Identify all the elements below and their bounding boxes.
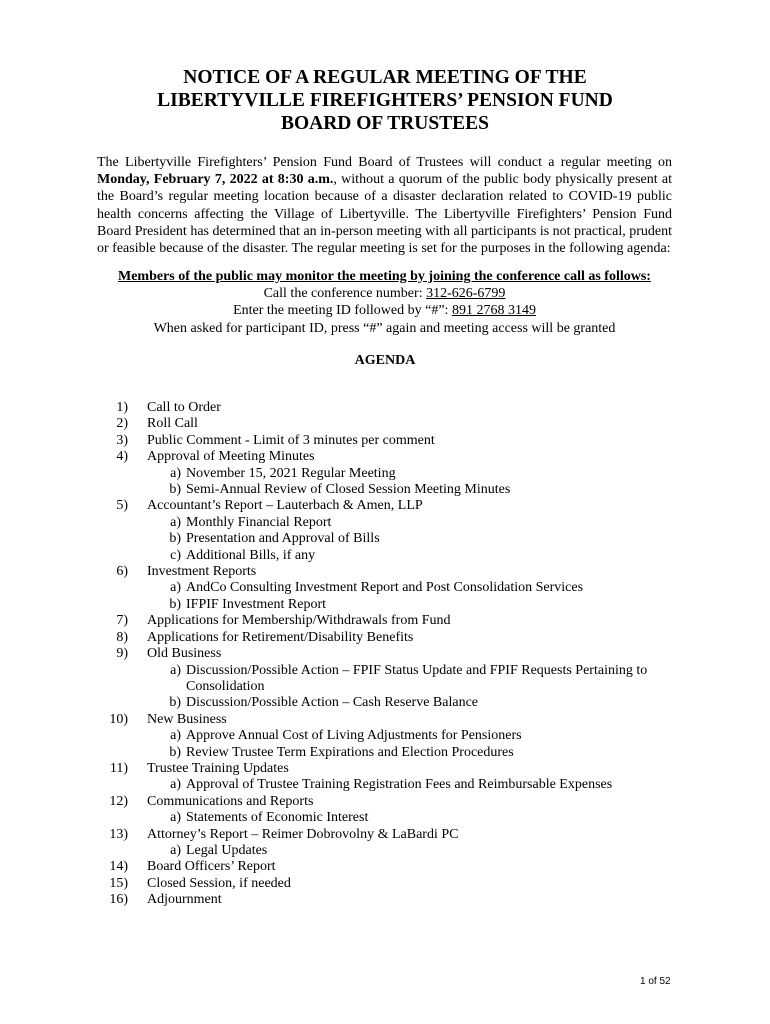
agenda-item: [97, 794, 677, 810]
agenda-subitem-letter: a): [170, 842, 181, 858]
agenda-subitem-text: AndCo Consulting Investment Report and Post Consolidation Services: [186, 580, 584, 596]
agenda-subitem-letter: b): [169, 695, 181, 711]
agenda-item-number: 6): [116, 564, 128, 580]
call-number-link[interactable]: 312-626-6799: [426, 286, 506, 302]
agenda-subitem: [97, 548, 677, 564]
agenda-subitem-text: November 15, 2021 Regular Meeting: [186, 465, 396, 481]
intro-text-1: The Libertyville Firefighters’ Pension Fund Board of Trustees will conduct a regular meeting on: [97, 155, 672, 170]
agenda-subitem: [97, 745, 677, 761]
agenda-subitem-letter: a): [170, 728, 181, 744]
agenda-subitem-letter: a): [170, 810, 181, 826]
agenda-item-text: Communications and Reports: [147, 793, 314, 809]
agenda-subitem-text: Monthly Financial Report: [186, 514, 332, 530]
agenda-item-text: Applications for Retirement/Disability Benefits: [147, 629, 414, 645]
agenda-item-text: Public Comment - Limit of 3 minutes per comment: [147, 432, 435, 448]
meeting-id-label: Enter the meeting ID followed by “#”:: [233, 303, 452, 319]
agenda-item-text: Accountant’s Report – Lauterbach & Amen, LLP: [147, 498, 423, 514]
agenda-subitem-text: Approval of Trustee Training Registration Fees and Reimbursable Expenses: [186, 777, 613, 793]
agenda-subitem-letter: b): [169, 531, 181, 547]
agenda-item-number: 13): [109, 826, 128, 842]
agenda-subitem: [97, 777, 677, 793]
agenda-item: [97, 876, 677, 892]
meeting-id-link[interactable]: 891 2768 3149: [451, 303, 536, 319]
agenda-item: [97, 498, 677, 514]
agenda-subitem: [97, 728, 677, 744]
agenda-item-number: 2): [116, 416, 128, 432]
agenda-item-number: 16): [109, 892, 128, 908]
agenda-subitem: [97, 597, 677, 613]
agenda-item: [97, 892, 677, 908]
notice-title: [0, 66, 770, 135]
agenda-item-text: Investment Reports: [147, 564, 257, 580]
agenda-item-number: 9): [116, 646, 128, 662]
agenda-item: [97, 712, 677, 728]
agenda-subitem-text: Review Trustee Term Expirations and Election Procedures: [186, 744, 514, 760]
conference-call-info: [97, 268, 672, 337]
agenda-item-number: 5): [116, 498, 128, 514]
agenda-item-number: 8): [116, 629, 128, 645]
agenda-item: [97, 859, 677, 875]
agenda-subitem: [97, 810, 677, 826]
agenda-subitem: [97, 695, 677, 711]
agenda-subitem-text: Legal Updates: [186, 842, 268, 858]
intro-text-2: , without a quorum of the public body physically present at the Board’s regular meeting location because of a disaster declaration related to COVID-19 public health concerns affecting the Village of Libertyville. The Libertyville Firefighters’ Pension Fund Board President has determined that an in-person meeting with all participants is not practical, prudent or feasible because of the disaster. The regular meeting is set for the purposes in the following agenda:: [97, 172, 673, 257]
agenda-subitem: [97, 843, 677, 859]
agenda-subitem-text: Additional Bills, if any: [186, 547, 316, 563]
title-line-1: NOTICE OF A REGULAR MEETING OF THE: [183, 67, 587, 88]
agenda-item: [97, 564, 677, 580]
agenda-subitem-text: Presentation and Approval of Bills: [186, 531, 380, 547]
agenda-subitem-letter: b): [169, 744, 181, 760]
meeting-id-line: [97, 302, 672, 319]
title-line-3: BOARD OF TRUSTEES: [280, 113, 490, 134]
agenda-item-text: Board Officers’ Report: [147, 859, 276, 875]
agenda-item-number: 12): [109, 793, 128, 809]
agenda-subitem: [97, 482, 677, 498]
agenda-subitem: [97, 466, 677, 482]
agenda-subitem-letter: a): [170, 465, 181, 481]
meeting-date: Monday, February 7, 2022 at 8:30 a.m.: [97, 172, 334, 188]
agenda-heading: AGENDA: [354, 353, 416, 368]
agenda-subitem-letter: c): [170, 547, 181, 563]
agenda-subitem-letter: b): [169, 482, 181, 498]
agenda-item: [97, 827, 677, 843]
agenda-subitem-letter: a): [170, 514, 181, 530]
agenda-item-number: 14): [109, 859, 128, 875]
agenda-item-text: Attorney’s Report – Reimer Dobrovolny & LaBardi PC: [147, 826, 459, 842]
agenda-item-text: New Business: [147, 711, 227, 727]
agenda-item: [97, 761, 677, 777]
agenda-subitem: [97, 515, 677, 531]
agenda-subitem: [97, 531, 677, 547]
agenda-item: [97, 416, 677, 432]
agenda-subitem: [97, 580, 677, 596]
agenda-subitem-letter: b): [169, 596, 181, 612]
agenda-item-text: Old Business: [147, 646, 222, 662]
agenda-subitem-text: Semi-Annual Review of Closed Session Meeting Minutes: [186, 482, 511, 498]
agenda-subitem-text: Discussion/Possible Action – FPIF Status Update and FPIF Requests Pertaining to Consolidation: [186, 662, 648, 694]
agenda-item-text: Closed Session, if needed: [147, 875, 291, 891]
page-number: 1 of 52: [640, 976, 671, 987]
agenda-item-number: 11): [109, 760, 128, 776]
agenda-item-text: Roll Call: [147, 416, 198, 432]
agenda-item: [97, 400, 677, 416]
agenda-item-text: Call to Order: [147, 400, 221, 415]
title-line-2: LIBERTYVILLE FIREFIGHTERS’ PENSION FUND: [157, 90, 613, 111]
agenda-subitem: [97, 663, 677, 696]
agenda-subitem-text: Approve Annual Cost of Living Adjustments for Pensioners: [186, 728, 522, 744]
agenda-item-text: Approval of Meeting Minutes: [147, 449, 315, 465]
participant-note: When asked for participant ID, press “#” again and meeting access will be granted: [153, 320, 616, 336]
agenda-item-text: Applications for Membership/Withdrawals from Fund: [147, 613, 451, 629]
agenda-item: [97, 613, 677, 629]
agenda-item-number: 15): [109, 875, 128, 891]
agenda-subitem-text: Discussion/Possible Action – Cash Reserve Balance: [186, 695, 479, 711]
agenda-item-number: 3): [116, 432, 128, 448]
agenda-subitem-letter: a): [170, 777, 181, 793]
agenda-subitem-text: Statements of Economic Interest: [186, 810, 369, 826]
conference-header: Members of the public may monitor the meeting by joining the conference call as follows:: [118, 269, 651, 284]
agenda-item: [97, 630, 677, 646]
agenda-subitem-letter: a): [170, 662, 181, 678]
agenda-item: [97, 433, 677, 449]
agenda-item-text: Trustee Training Updates: [147, 760, 289, 776]
intro-paragraph: [97, 154, 672, 257]
agenda-list: [97, 400, 677, 909]
agenda-item-number: 4): [116, 449, 128, 465]
agenda-item: [97, 646, 677, 662]
call-label: Call the conference number:: [263, 286, 427, 302]
call-line: [97, 285, 672, 302]
agenda-item-number: 7): [116, 613, 128, 629]
agenda-subitem-letter: a): [170, 580, 181, 596]
agenda-subitem-text: IFPIF Investment Report: [186, 596, 326, 612]
agenda-item-text: Adjournment: [147, 892, 222, 908]
agenda-item-number: 10): [109, 711, 128, 727]
agenda-item-number: 1): [116, 400, 128, 415]
agenda-item: [97, 449, 677, 465]
